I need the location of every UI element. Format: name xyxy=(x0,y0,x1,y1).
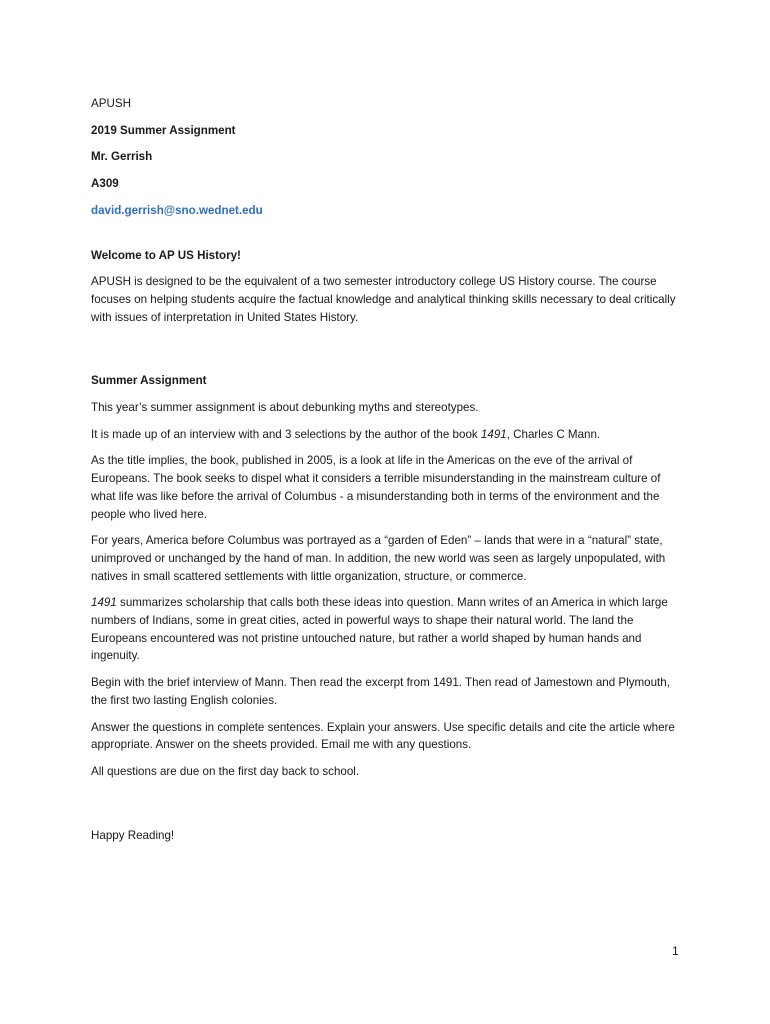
welcome-heading: Welcome to AP US History! xyxy=(91,248,241,262)
paragraph-scholarship-text: summarizes scholarship that calls both these ideas into question. Mann writes of an America in which large numbers of Indians, some in great cities, acted in powerful ways to shape their natural world. The land the Europeans encountered was not pristine untouched nature, but rather a world shaped by human hands and ingenuity. xyxy=(91,596,668,663)
page-number: 1 xyxy=(672,944,679,958)
paragraph-book xyxy=(91,426,681,444)
paragraph-garden-of-eden: For years, America before Columbus was portrayed as a “garden of Eden” – lands that were in a “natural” state, unimproved or unchanged by the hand of man. In addition, the new world was seen as largely unpopulated, with natives in small scattered settlements with little organization, structure, or commerce. xyxy=(91,534,666,583)
paragraph-instructions: Answer the questions in complete sentences. Explain your answers. Use specific details and cite the article where appropriate. Answer on the sheets provided. Email me with any questions. xyxy=(91,720,675,752)
course-name: APUSH xyxy=(91,97,131,110)
paragraph-book-text: It is made up of an interview with and 3 selections by the author of the book xyxy=(91,427,481,441)
book-title: 1491 xyxy=(480,427,507,441)
paragraph-book-author: , Charles C Mann. xyxy=(506,427,601,441)
teacher-name: Mr. Gerrish xyxy=(91,150,153,164)
paragraph-intro: This year’s summer assignment is about debunking myths and stereotypes. xyxy=(91,401,479,415)
document-page xyxy=(91,95,681,844)
paragraph-due-date: All questions are due on the first day back to school. xyxy=(91,764,360,778)
paragraph-reading-order: Begin with the brief interview of Mann. Then read the excerpt from 1491. Then read of Jamestown and Plymouth, the first two lasting English colonies. xyxy=(91,676,670,707)
paragraph-title-implies: As the title implies, the book, published in 2005, is a look at life in the Americas on the eve of the arrival of Europeans. The book seeks to dispel what it considers a terrible misunderstanding in the mainstream culture of what life was like before the arrival of Columbus - a misunderstanding both in terms of the environment and the people who lived here. xyxy=(91,454,661,521)
welcome-paragraph: APUSH is designed to be the equivalent of a two semester introductory college US History course. The course focuses on helping students acquire the factual knowledge and analytical thinking skills necessary to deal critically with issues of interpretation in United States History. xyxy=(91,275,676,324)
teacher-email-link[interactable]: david.gerrish@sno.wednet.edu xyxy=(91,203,263,217)
book-title-2: 1491 xyxy=(91,596,117,610)
assignment-title: 2019 Summer Assignment xyxy=(91,123,236,137)
room-number: A309 xyxy=(91,177,119,191)
paragraph-scholarship xyxy=(91,594,681,665)
summer-assignment-heading: Summer Assignment xyxy=(91,374,207,388)
closing-line: Happy Reading! xyxy=(91,828,175,842)
